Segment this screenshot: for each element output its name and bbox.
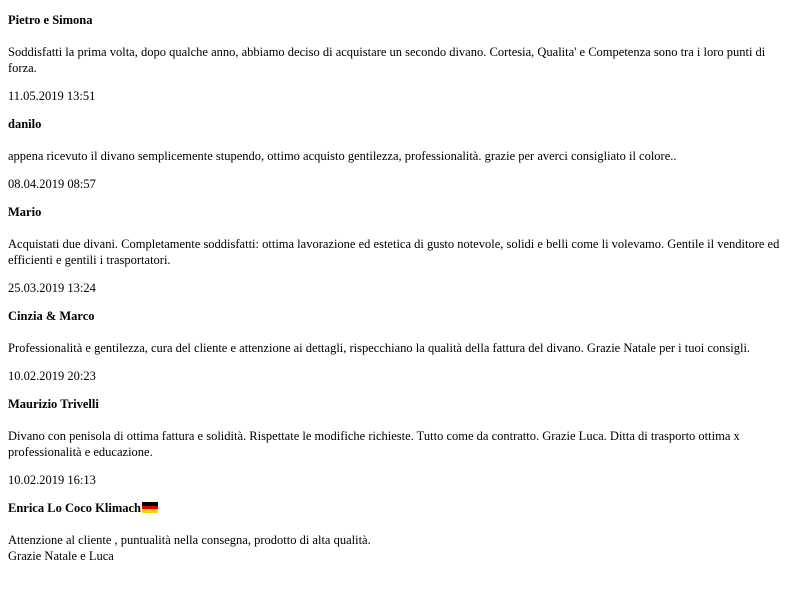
review-text: Divano con penisola di ottima fattura e solidità. Rispettate le modifiche richieste. Tutto come da contratto. Grazie Luca. Ditta di trasporto ottima x professionalità e educazione.: [8, 429, 740, 459]
review-author-name: Enrica Lo Coco Klimach: [8, 501, 141, 515]
review-author: danilo: [8, 117, 42, 131]
review-item: [8, 12, 792, 104]
review-text: appena ricevuto il divano semplicemente stupendo, ottimo acquisto gentilezza, professionalità. grazie per averci consigliato il colore..: [8, 149, 677, 163]
review-item: [8, 116, 792, 192]
reviews-list: [0, 12, 800, 564]
review-text: Acquistati due divani. Completamente soddisfatti: ottima lavorazione ed estetica di gusto notevole, solidi e belli come li volevamo. Gentile il venditore ed efficienti e gentili i trasportatori.: [8, 237, 780, 267]
review-date: 11.05.2019 13:51: [8, 89, 96, 103]
review-text: Professionalità e gentilezza, cura del cliente e attenzione ai dettagli, rispecchiano la qualità della fattura del divano. Grazie Natale per i tuoi consigli.: [8, 341, 751, 355]
review-author: Maurizio Trivelli: [8, 397, 99, 411]
review-date: 25.03.2019 13:24: [8, 281, 96, 295]
germany-flag-icon: [142, 502, 158, 513]
review-item: [8, 308, 792, 384]
review-author: [8, 500, 792, 516]
review-text: Attenzione al cliente , puntualità nella consegna, prodotto di alta qualità. Grazie Natale e Luca: [8, 533, 371, 563]
review-item: [8, 500, 792, 564]
review-text: Soddisfatti la prima volta, dopo qualche anno, abbiamo deciso di acquistare un secondo divano. Cortesia, Qualita' e Competenza sono tra i loro punti di forza.: [8, 45, 766, 75]
review-author: Pietro e Simona: [8, 13, 93, 27]
review-date: 10.02.2019 16:13: [8, 473, 96, 487]
review-author: Mario: [8, 205, 42, 219]
review-item: [8, 396, 792, 488]
review-date: 08.04.2019 08:57: [8, 177, 96, 191]
review-author: Cinzia & Marco: [8, 309, 95, 323]
review-item: [8, 204, 792, 296]
review-date: 10.02.2019 20:23: [8, 369, 96, 383]
flag-stripe-gold: [142, 509, 158, 513]
